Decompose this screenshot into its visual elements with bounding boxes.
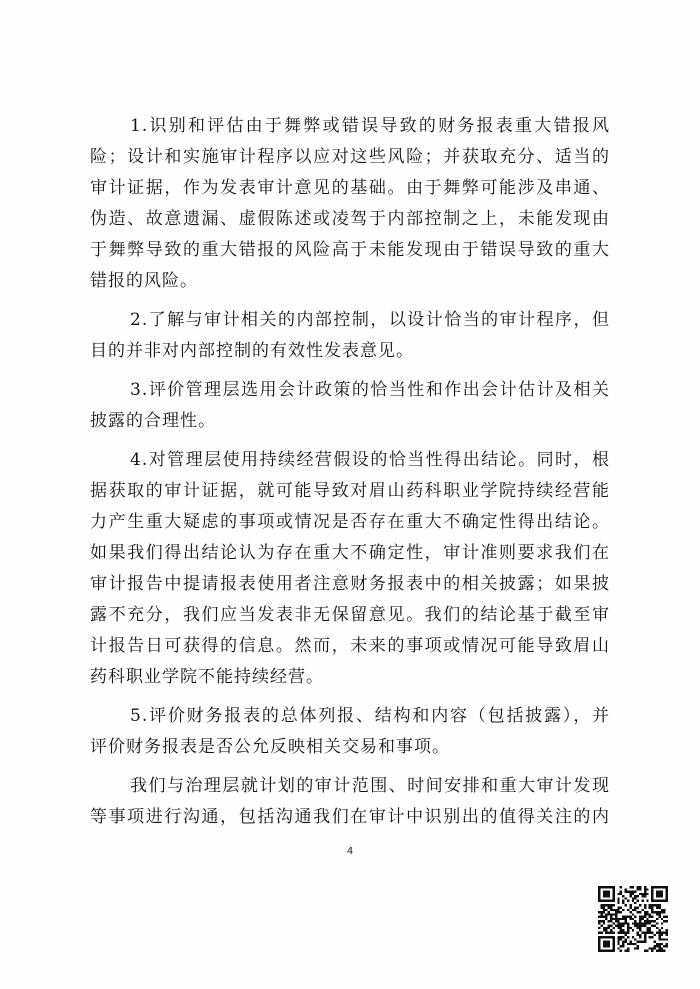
text-line: 评价财务报表是否公允反映相关交易和事项。	[90, 737, 450, 757]
text-line: 据获取的审计证据，就可能导致对眉山药科职业学院持续经营能	[90, 481, 610, 501]
text-line: 3.评价管理层选用会计政策的恰当性和作出会计估计及相关	[130, 380, 610, 400]
text-line: 审计报告中提请报表使用者注意财务报表中的相关披露；如果披	[90, 574, 610, 594]
text-line: 计报告日可获得的信息。然而，未来的事项或情况可能导致眉山	[90, 636, 610, 656]
text-line: 药科职业学院不能持续经营。	[90, 667, 324, 687]
text-line: 2.了解与审计相关的内部控制，以设计恰当的审计程序，但	[130, 310, 610, 330]
text-line: 目的并非对内部控制的有效性发表意见。	[90, 341, 414, 361]
paragraph-1	[90, 111, 610, 297]
text-line: 错报的风险。	[90, 271, 198, 291]
text-line: 审计证据，作为发表审计意见的基础。由于舞弊可能涉及串通、	[90, 178, 610, 198]
text-line: 披露的合理性。	[90, 411, 216, 431]
paragraph-3	[90, 375, 610, 437]
qr-code-icon	[598, 886, 668, 952]
text-line: 于舞弊导致的重大错报的风险高于未能发现由于错误导致的重大	[90, 240, 610, 260]
text-line: 等事项进行沟通，包括沟通我们在审计中识别出的值得关注的内	[90, 807, 610, 827]
document-body	[90, 111, 610, 833]
text-line: 如果我们得出结论认为存在重大不确定性，审计准则要求我们在	[90, 543, 610, 563]
paragraph-2	[90, 305, 610, 367]
paragraph-4	[90, 445, 610, 693]
paragraph-5	[90, 701, 610, 763]
text-line: 4.对管理层使用持续经营假设的恰当性得出结论。同时，根	[130, 450, 610, 470]
page-number: 4	[346, 846, 354, 857]
paragraph-6	[90, 771, 610, 833]
text-line: 5.评价财务报表的总体列报、结构和内容（包括披露），并	[130, 706, 610, 726]
text-line: 1.识别和评估由于舞弊或错误导致的财务报表重大错报风	[130, 116, 610, 136]
text-line: 露不充分，我们应当发表非无保留意见。我们的结论基于截至审	[90, 605, 610, 625]
text-line: 险；设计和实施审计程序以应对这些风险；并获取充分、适当的	[90, 147, 610, 167]
text-line: 我们与治理层就计划的审计范围、时间安排和重大审计发现	[130, 776, 610, 796]
text-line: 力产生重大疑虑的事项或情况是否存在重大不确定性得出结论。	[90, 512, 610, 532]
text-line: 伪造、故意遗漏、虚假陈述或凌驾于内部控制之上，未能发现由	[90, 209, 610, 229]
